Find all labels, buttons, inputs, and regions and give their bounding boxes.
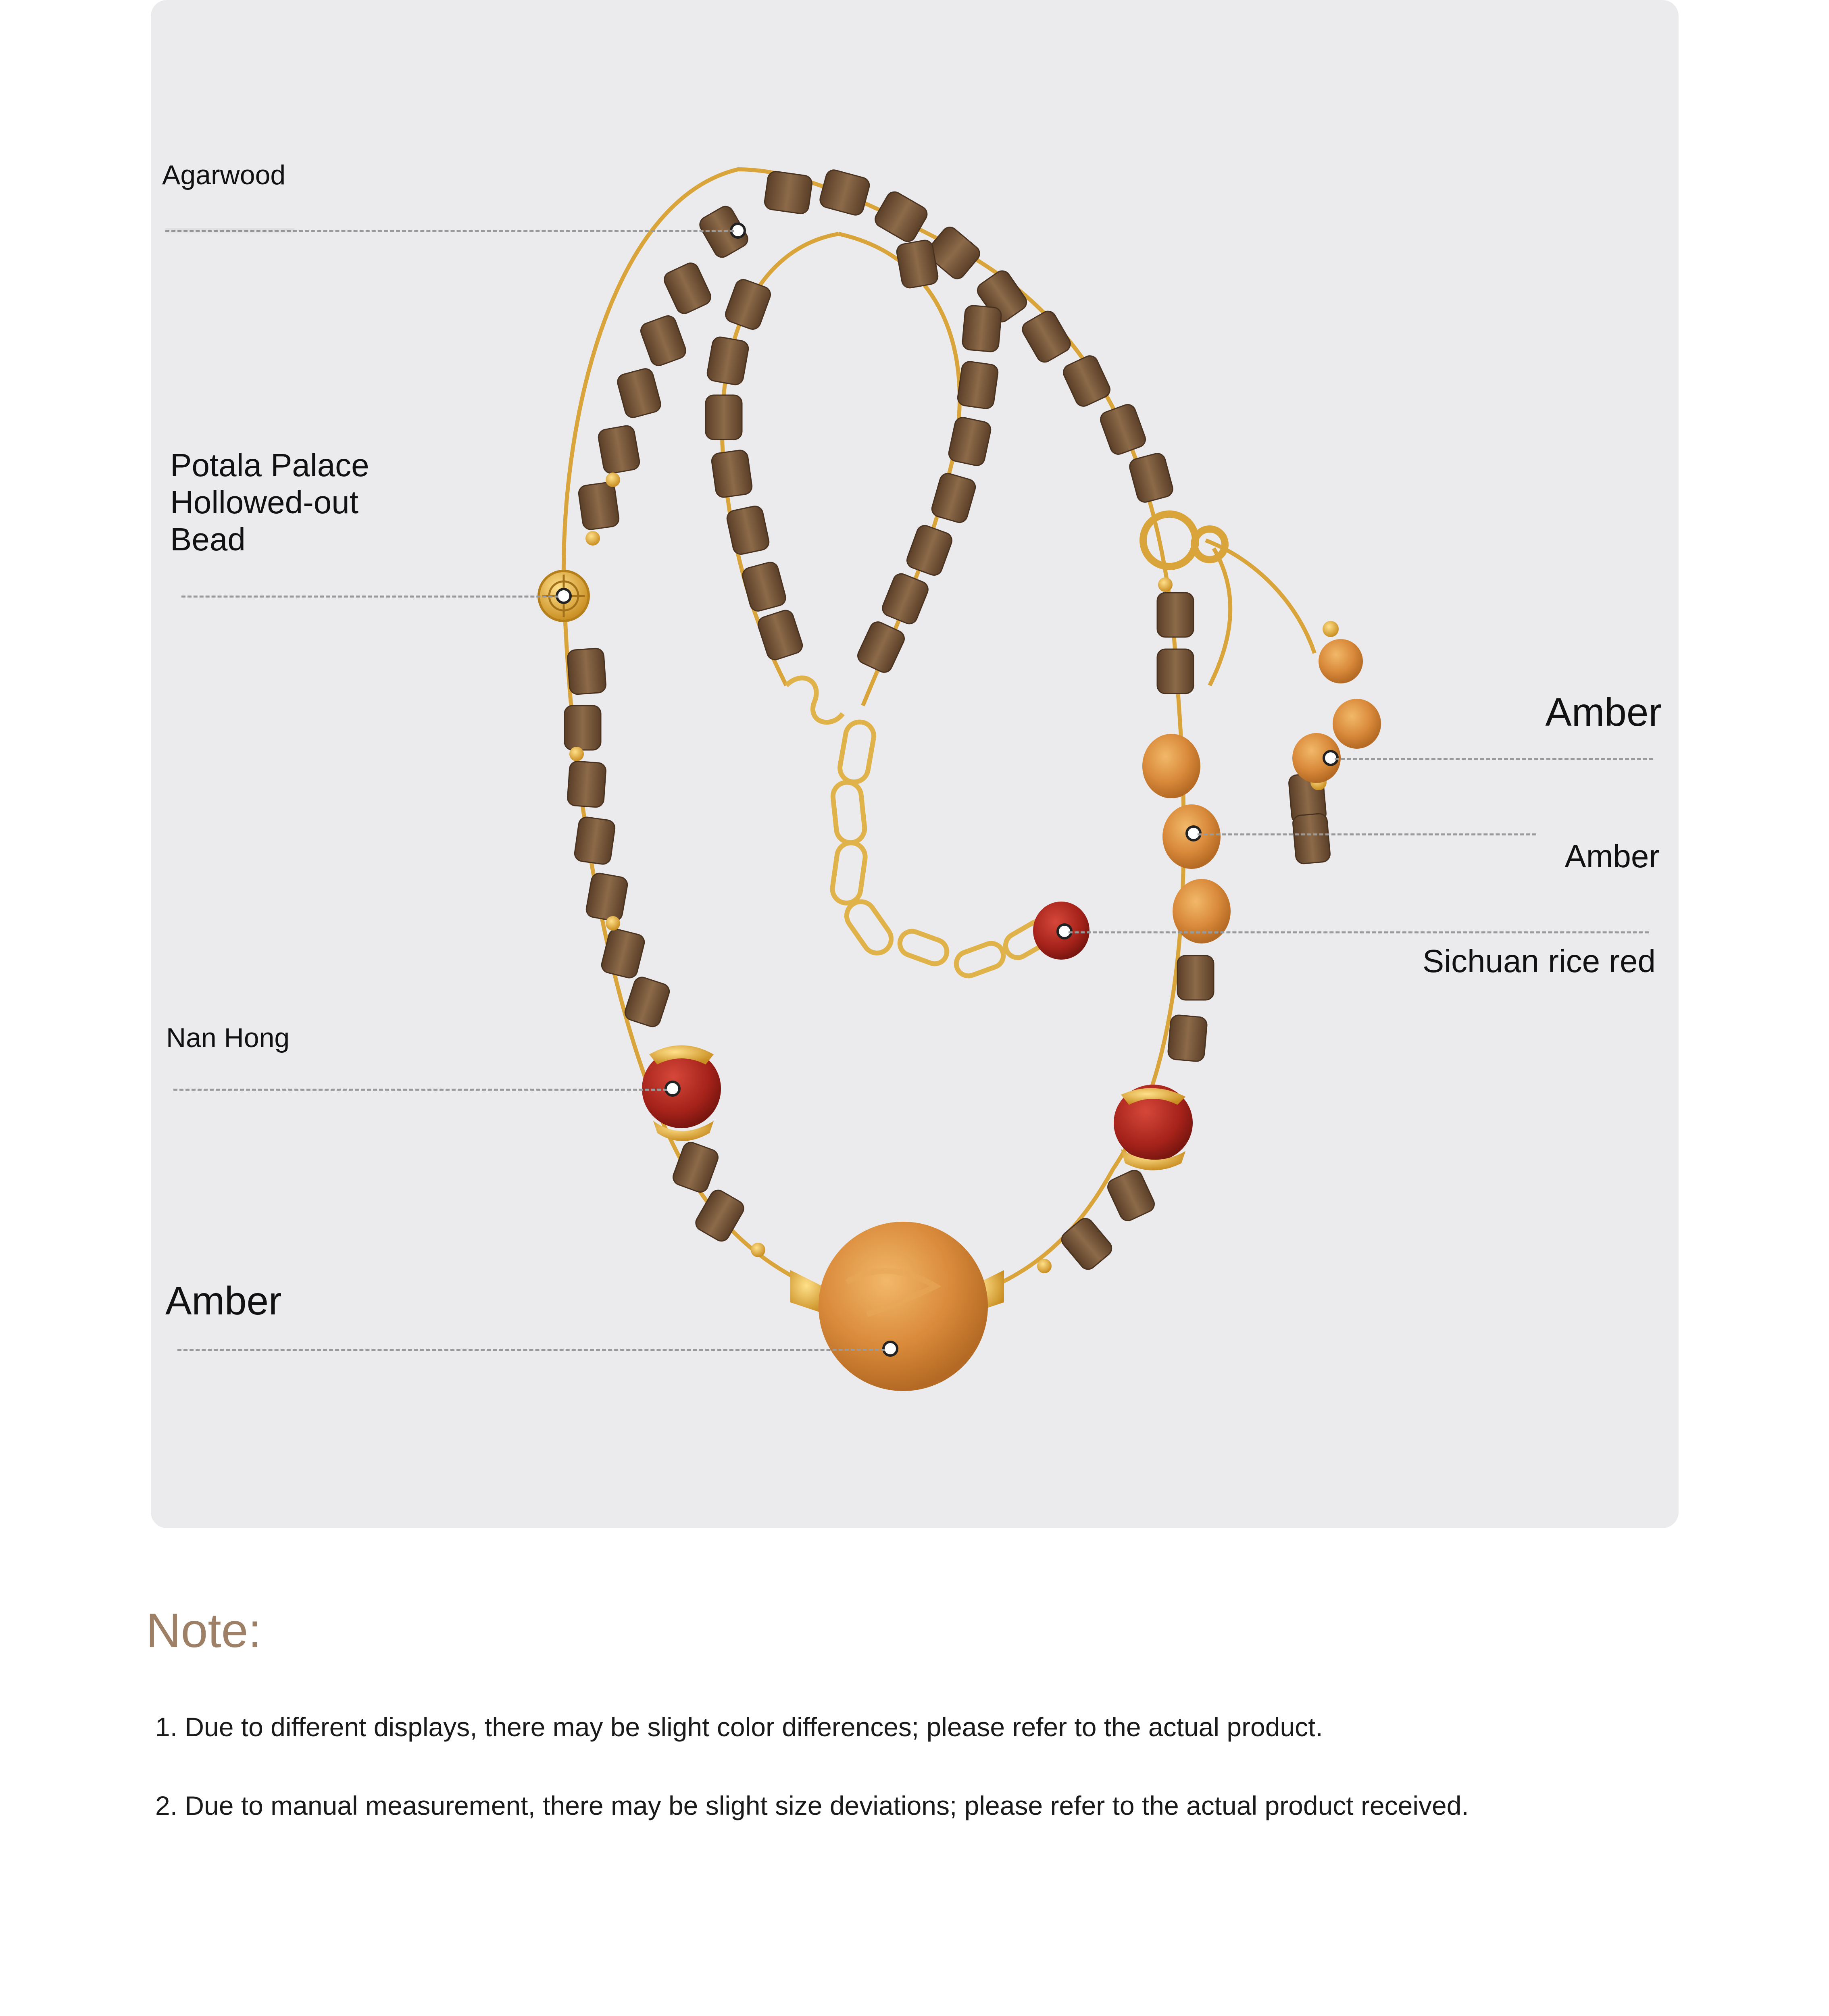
- label-potala-line2: Hollowed-out: [170, 484, 358, 520]
- label-amber-left: Amber: [165, 1279, 282, 1323]
- clasp-hook: [786, 678, 843, 722]
- potala-leader-line: [181, 596, 558, 598]
- label-amber-right-top: Amber: [1545, 690, 1662, 734]
- sichuan-leader-line: [1069, 931, 1649, 933]
- note-item-1: 1. Due to different displays, there may be slight color differences; please refer to the actual product.: [155, 1712, 1323, 1742]
- main-amber-bead: [819, 1222, 988, 1391]
- amber-left-leader-line: [177, 1349, 885, 1351]
- amber-right-top-leader-line: [1335, 758, 1653, 760]
- note-item-2: 2. Due to manual measurement, there may be slight size deviations; please refer to the actual product received.: [155, 1791, 1469, 1820]
- amber-right-mid-leader-line: [1198, 833, 1536, 835]
- label-nan-hong: Nan Hong: [166, 1023, 290, 1053]
- label-sichuan-rice-red: Sichuan rice red: [1422, 943, 1656, 979]
- note-title: Note:: [146, 1604, 262, 1658]
- label-potala-line3: Bead: [170, 521, 246, 557]
- nan-hong-leader-line: [173, 1089, 667, 1091]
- label-agarwood: Agarwood: [162, 160, 286, 190]
- agarwood-leader-line: [165, 230, 734, 232]
- label-potala-line1: Potala Palace: [170, 447, 369, 483]
- tassel-cord: [1206, 540, 1314, 685]
- label-amber-right-mid: Amber: [1564, 838, 1660, 874]
